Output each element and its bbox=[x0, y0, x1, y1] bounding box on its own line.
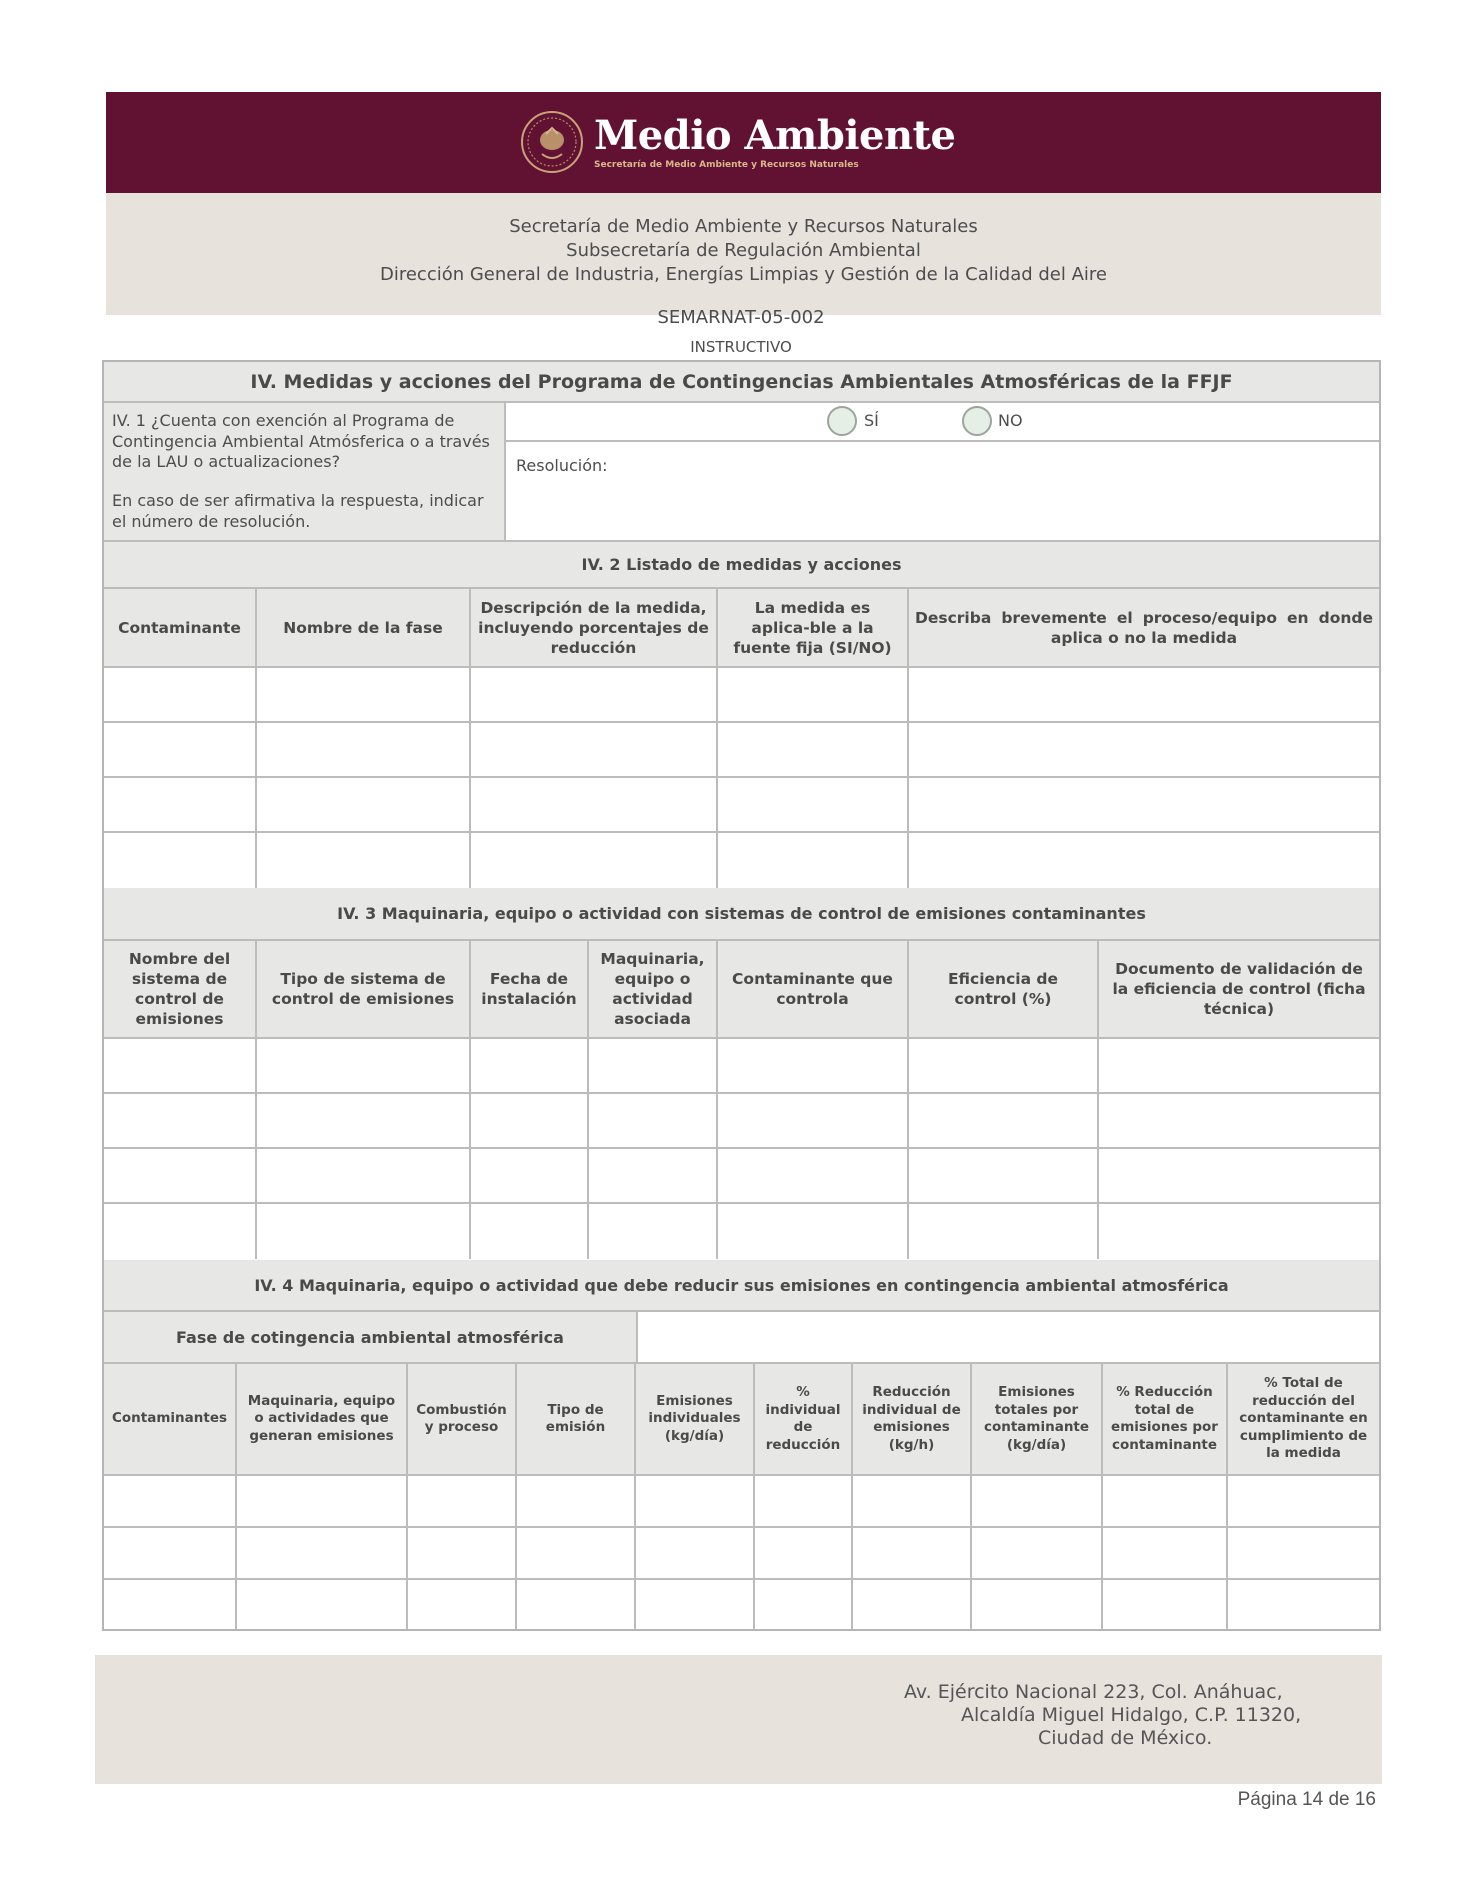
iv2-table-cell[interactable] bbox=[104, 833, 257, 888]
iv2-table-cell[interactable] bbox=[718, 833, 909, 888]
iv4-column-header: Tipo de emisión bbox=[517, 1364, 636, 1476]
iv2-table-cell[interactable] bbox=[104, 778, 257, 833]
iv4-table-cell[interactable] bbox=[636, 1476, 755, 1528]
iv2-column-header: La medida es aplica-ble a la fuente fija (SI/NO) bbox=[718, 589, 909, 668]
iv3-table-cell[interactable] bbox=[257, 1149, 471, 1204]
radio-si[interactable] bbox=[827, 406, 857, 436]
iv3-column-header: Eficiencia de control (%) bbox=[909, 941, 1099, 1039]
iv2-column-header: Nombre de la fase bbox=[257, 589, 471, 668]
iv2-title: IV. 2 Listado de medidas y acciones bbox=[104, 542, 1379, 589]
iv3-table-cell[interactable] bbox=[257, 1204, 471, 1259]
iv4-table-cell[interactable] bbox=[1103, 1528, 1228, 1580]
org-line-ministry: Secretaría de Medio Ambiente y Recursos Naturales bbox=[509, 216, 978, 237]
iv1-instruction: En caso de ser afirmativa la respuesta, indicar el número de resolución. bbox=[112, 491, 484, 531]
address-line-2: Alcaldía Miguel Hidalgo, C.P. 11320, bbox=[961, 1704, 1302, 1726]
footer-band bbox=[95, 1655, 1382, 1784]
iv3-table-cell[interactable] bbox=[104, 1149, 257, 1204]
iv4-table-cell[interactable] bbox=[853, 1476, 972, 1528]
iv4-column-header: Maquinaria, equipo o actividades que generan emisiones bbox=[237, 1364, 408, 1476]
iv2-table-cell[interactable] bbox=[257, 833, 471, 888]
iv2-table-cell[interactable] bbox=[718, 668, 909, 723]
iv1-question: IV. 1 ¿Cuenta con exención al Programa de Contingencia Ambiental Atmósferica o a través de la LAU o actualizaciones? bbox=[112, 411, 490, 471]
iv3-title: IV. 3 Maquinaria, equipo o actividad con sistemas de control de emisiones contaminantes bbox=[104, 888, 1379, 941]
form-subtitle: INSTRUCTIVO bbox=[690, 338, 792, 356]
iv4-table-cell[interactable] bbox=[408, 1528, 517, 1580]
iv4-table-cell[interactable] bbox=[104, 1580, 237, 1629]
iv2-table-cell[interactable] bbox=[471, 668, 718, 723]
iv3-table-cell[interactable] bbox=[471, 1039, 589, 1094]
iv3-table-cell[interactable] bbox=[1099, 1149, 1379, 1204]
iv3-table-cell[interactable] bbox=[589, 1204, 718, 1259]
org-line-directorate: Dirección General de Industria, Energías Limpias y Gestión de la Calidad del Aire bbox=[379, 264, 1107, 285]
radio-no-label: NO bbox=[998, 411, 1023, 430]
iv3-table-cell[interactable] bbox=[718, 1204, 909, 1259]
iv1-answer-row bbox=[506, 403, 1379, 442]
iv4-table-cell[interactable] bbox=[237, 1476, 408, 1528]
page-number: Página 14 de 16 bbox=[1237, 1789, 1376, 1810]
iv3-column-header: Fecha de instalación bbox=[471, 941, 589, 1039]
iv3-table-cell[interactable] bbox=[257, 1039, 471, 1094]
iv3-table-cell[interactable] bbox=[909, 1039, 1099, 1094]
header-banner bbox=[106, 92, 1381, 292]
radio-si-label: SÍ bbox=[864, 411, 879, 430]
iv4-table-cell[interactable] bbox=[104, 1528, 237, 1580]
iv2-table-cell[interactable] bbox=[909, 778, 1379, 833]
iv4-column-header: % Reducción total de emisiones por contaminante bbox=[1103, 1364, 1228, 1476]
iv3-table-cell[interactable] bbox=[909, 1149, 1099, 1204]
iv4-table-cell[interactable] bbox=[237, 1580, 408, 1629]
iv3-table-cell[interactable] bbox=[589, 1039, 718, 1094]
iv3-column-header: Contaminante que controla bbox=[718, 941, 909, 1039]
organization-lines bbox=[106, 215, 1381, 287]
iv4-table-cell[interactable] bbox=[636, 1528, 755, 1580]
coat-of-arms-icon bbox=[520, 110, 584, 174]
iv3-table-cell[interactable] bbox=[104, 1039, 257, 1094]
iv4-table-cell[interactable] bbox=[1228, 1580, 1379, 1629]
org-line-subministry: Subsecretaría de Regulación Ambiental bbox=[566, 240, 921, 261]
iv2-column-header: Describa brevemente el proceso/equipo en donde aplica o no la medida bbox=[909, 589, 1379, 668]
iv4-table-cell[interactable] bbox=[1228, 1528, 1379, 1580]
iv2-table-cell[interactable] bbox=[718, 723, 909, 778]
iv4-phase-input[interactable] bbox=[638, 1312, 1379, 1364]
iv4-table-cell[interactable] bbox=[972, 1580, 1103, 1629]
iv2-table-cell[interactable] bbox=[257, 668, 471, 723]
address-line-3: Ciudad de México. bbox=[1038, 1727, 1213, 1749]
iv3-table-cell[interactable] bbox=[1099, 1204, 1379, 1259]
iv4-table-cell[interactable] bbox=[408, 1476, 517, 1528]
iv4-column-header: % Total de reducción del contaminante en cumplimiento de la medida bbox=[1228, 1364, 1379, 1476]
iv4-table-cell[interactable] bbox=[1228, 1476, 1379, 1528]
iv3-table-cell[interactable] bbox=[718, 1149, 909, 1204]
iv4-column-header: Emisiones totales por contaminante (kg/día) bbox=[972, 1364, 1103, 1476]
iv4-table-cell[interactable] bbox=[1103, 1580, 1228, 1629]
iv2-table-cell[interactable] bbox=[718, 778, 909, 833]
iv4-column-header: Reducción individual de emisiones (kg/h) bbox=[853, 1364, 972, 1476]
brand-bar bbox=[106, 92, 1381, 193]
iv4-table-cell[interactable] bbox=[972, 1528, 1103, 1580]
iv4-title: IV. 4 Maquinaria, equipo o actividad que debe reducir sus emisiones en contingencia ambiental atmosférica bbox=[104, 1260, 1379, 1312]
iv4-table-cell[interactable] bbox=[1103, 1476, 1228, 1528]
iv4-table-cell[interactable] bbox=[755, 1528, 853, 1580]
iv3-table-cell[interactable] bbox=[471, 1094, 589, 1149]
iv3-table-cell[interactable] bbox=[471, 1149, 589, 1204]
iv3-column-header: Nombre del sistema de control de emisiones bbox=[104, 941, 257, 1039]
iv4-column-header: Contaminantes bbox=[104, 1364, 237, 1476]
iv4-table-cell[interactable] bbox=[755, 1580, 853, 1629]
iv3-table-cell[interactable] bbox=[104, 1204, 257, 1259]
iv3-table-cell[interactable] bbox=[1099, 1094, 1379, 1149]
iv2-column-header: Descripción de la medida, incluyendo porcentajes de reducción bbox=[471, 589, 718, 668]
iv3-table-cell[interactable] bbox=[909, 1204, 1099, 1259]
iv4-table-cell[interactable] bbox=[517, 1476, 636, 1528]
section-iv-title: IV. Medidas y acciones del Programa de Contingencias Ambientales Atmosféricas de la FFJF bbox=[104, 362, 1379, 403]
iv4-phase-label: Fase de cotingencia ambiental atmosférica bbox=[104, 1312, 638, 1364]
form-code: SEMARNAT-05-002 bbox=[657, 307, 825, 328]
iv3-table-cell[interactable] bbox=[718, 1094, 909, 1149]
iv4-table-cell[interactable] bbox=[517, 1580, 636, 1629]
iv4-column-header: Emisiones individuales (kg/día) bbox=[636, 1364, 755, 1476]
iv2-table-cell[interactable] bbox=[104, 723, 257, 778]
iv4-table-cell[interactable] bbox=[636, 1580, 755, 1629]
iv3-column-header: Documento de validación de la eficiencia de control (ficha técnica) bbox=[1099, 941, 1379, 1039]
address-line-1: Av. Ejército Nacional 223, Col. Anáhuac, bbox=[904, 1681, 1283, 1703]
iv2-table-cell[interactable] bbox=[471, 723, 718, 778]
section-iv-form bbox=[102, 360, 1381, 1631]
iv3-table-cell[interactable] bbox=[104, 1094, 257, 1149]
iv2-table-cell[interactable] bbox=[909, 668, 1379, 723]
iv2-table-cell[interactable] bbox=[257, 778, 471, 833]
iv4-table-cell[interactable] bbox=[853, 1528, 972, 1580]
iv4-table-cell[interactable] bbox=[408, 1580, 517, 1629]
iv2-table-cell[interactable] bbox=[257, 723, 471, 778]
iv4-column-header: Combustión y proceso bbox=[408, 1364, 517, 1476]
iv4-table-cell[interactable] bbox=[237, 1528, 408, 1580]
logo-title: Medio Ambiente bbox=[594, 111, 956, 159]
iv4-column-header: % individual de reducción bbox=[755, 1364, 853, 1476]
iv3-table-cell[interactable] bbox=[718, 1039, 909, 1094]
iv4-table-cell[interactable] bbox=[972, 1476, 1103, 1528]
iv4-table-cell[interactable] bbox=[517, 1528, 636, 1580]
iv1-question-cell bbox=[104, 403, 506, 542]
iv3-table-cell[interactable] bbox=[1099, 1039, 1379, 1094]
iv3-column-header: Tipo de sistema de control de emisiones bbox=[257, 941, 471, 1039]
iv4-table-cell[interactable] bbox=[755, 1476, 853, 1528]
iv3-table-cell[interactable] bbox=[471, 1204, 589, 1259]
logo-subtitle: Secretaría de Medio Ambiente y Recursos Naturales bbox=[594, 159, 859, 170]
resolution-label: Resolución: bbox=[516, 456, 608, 475]
iv3-table-cell[interactable] bbox=[589, 1149, 718, 1204]
iv2-table-cell[interactable] bbox=[471, 778, 718, 833]
logo bbox=[520, 110, 955, 174]
iv2-table-cell[interactable] bbox=[909, 833, 1379, 888]
iv2-table-cell[interactable] bbox=[104, 668, 257, 723]
iv2-table-cell[interactable] bbox=[471, 833, 718, 888]
radio-no[interactable] bbox=[962, 406, 992, 436]
iv3-table-cell[interactable] bbox=[589, 1094, 718, 1149]
iv3-column-header: Maquinaria, equipo o actividad asociada bbox=[589, 941, 718, 1039]
iv3-table-cell[interactable] bbox=[909, 1094, 1099, 1149]
iv3-table-cell[interactable] bbox=[257, 1094, 471, 1149]
iv4-table-cell[interactable] bbox=[104, 1476, 237, 1528]
iv2-table-cell[interactable] bbox=[909, 723, 1379, 778]
resolution-field[interactable] bbox=[506, 442, 1379, 542]
iv2-column-header: Contaminante bbox=[104, 589, 257, 668]
iv4-table-cell[interactable] bbox=[853, 1580, 972, 1629]
